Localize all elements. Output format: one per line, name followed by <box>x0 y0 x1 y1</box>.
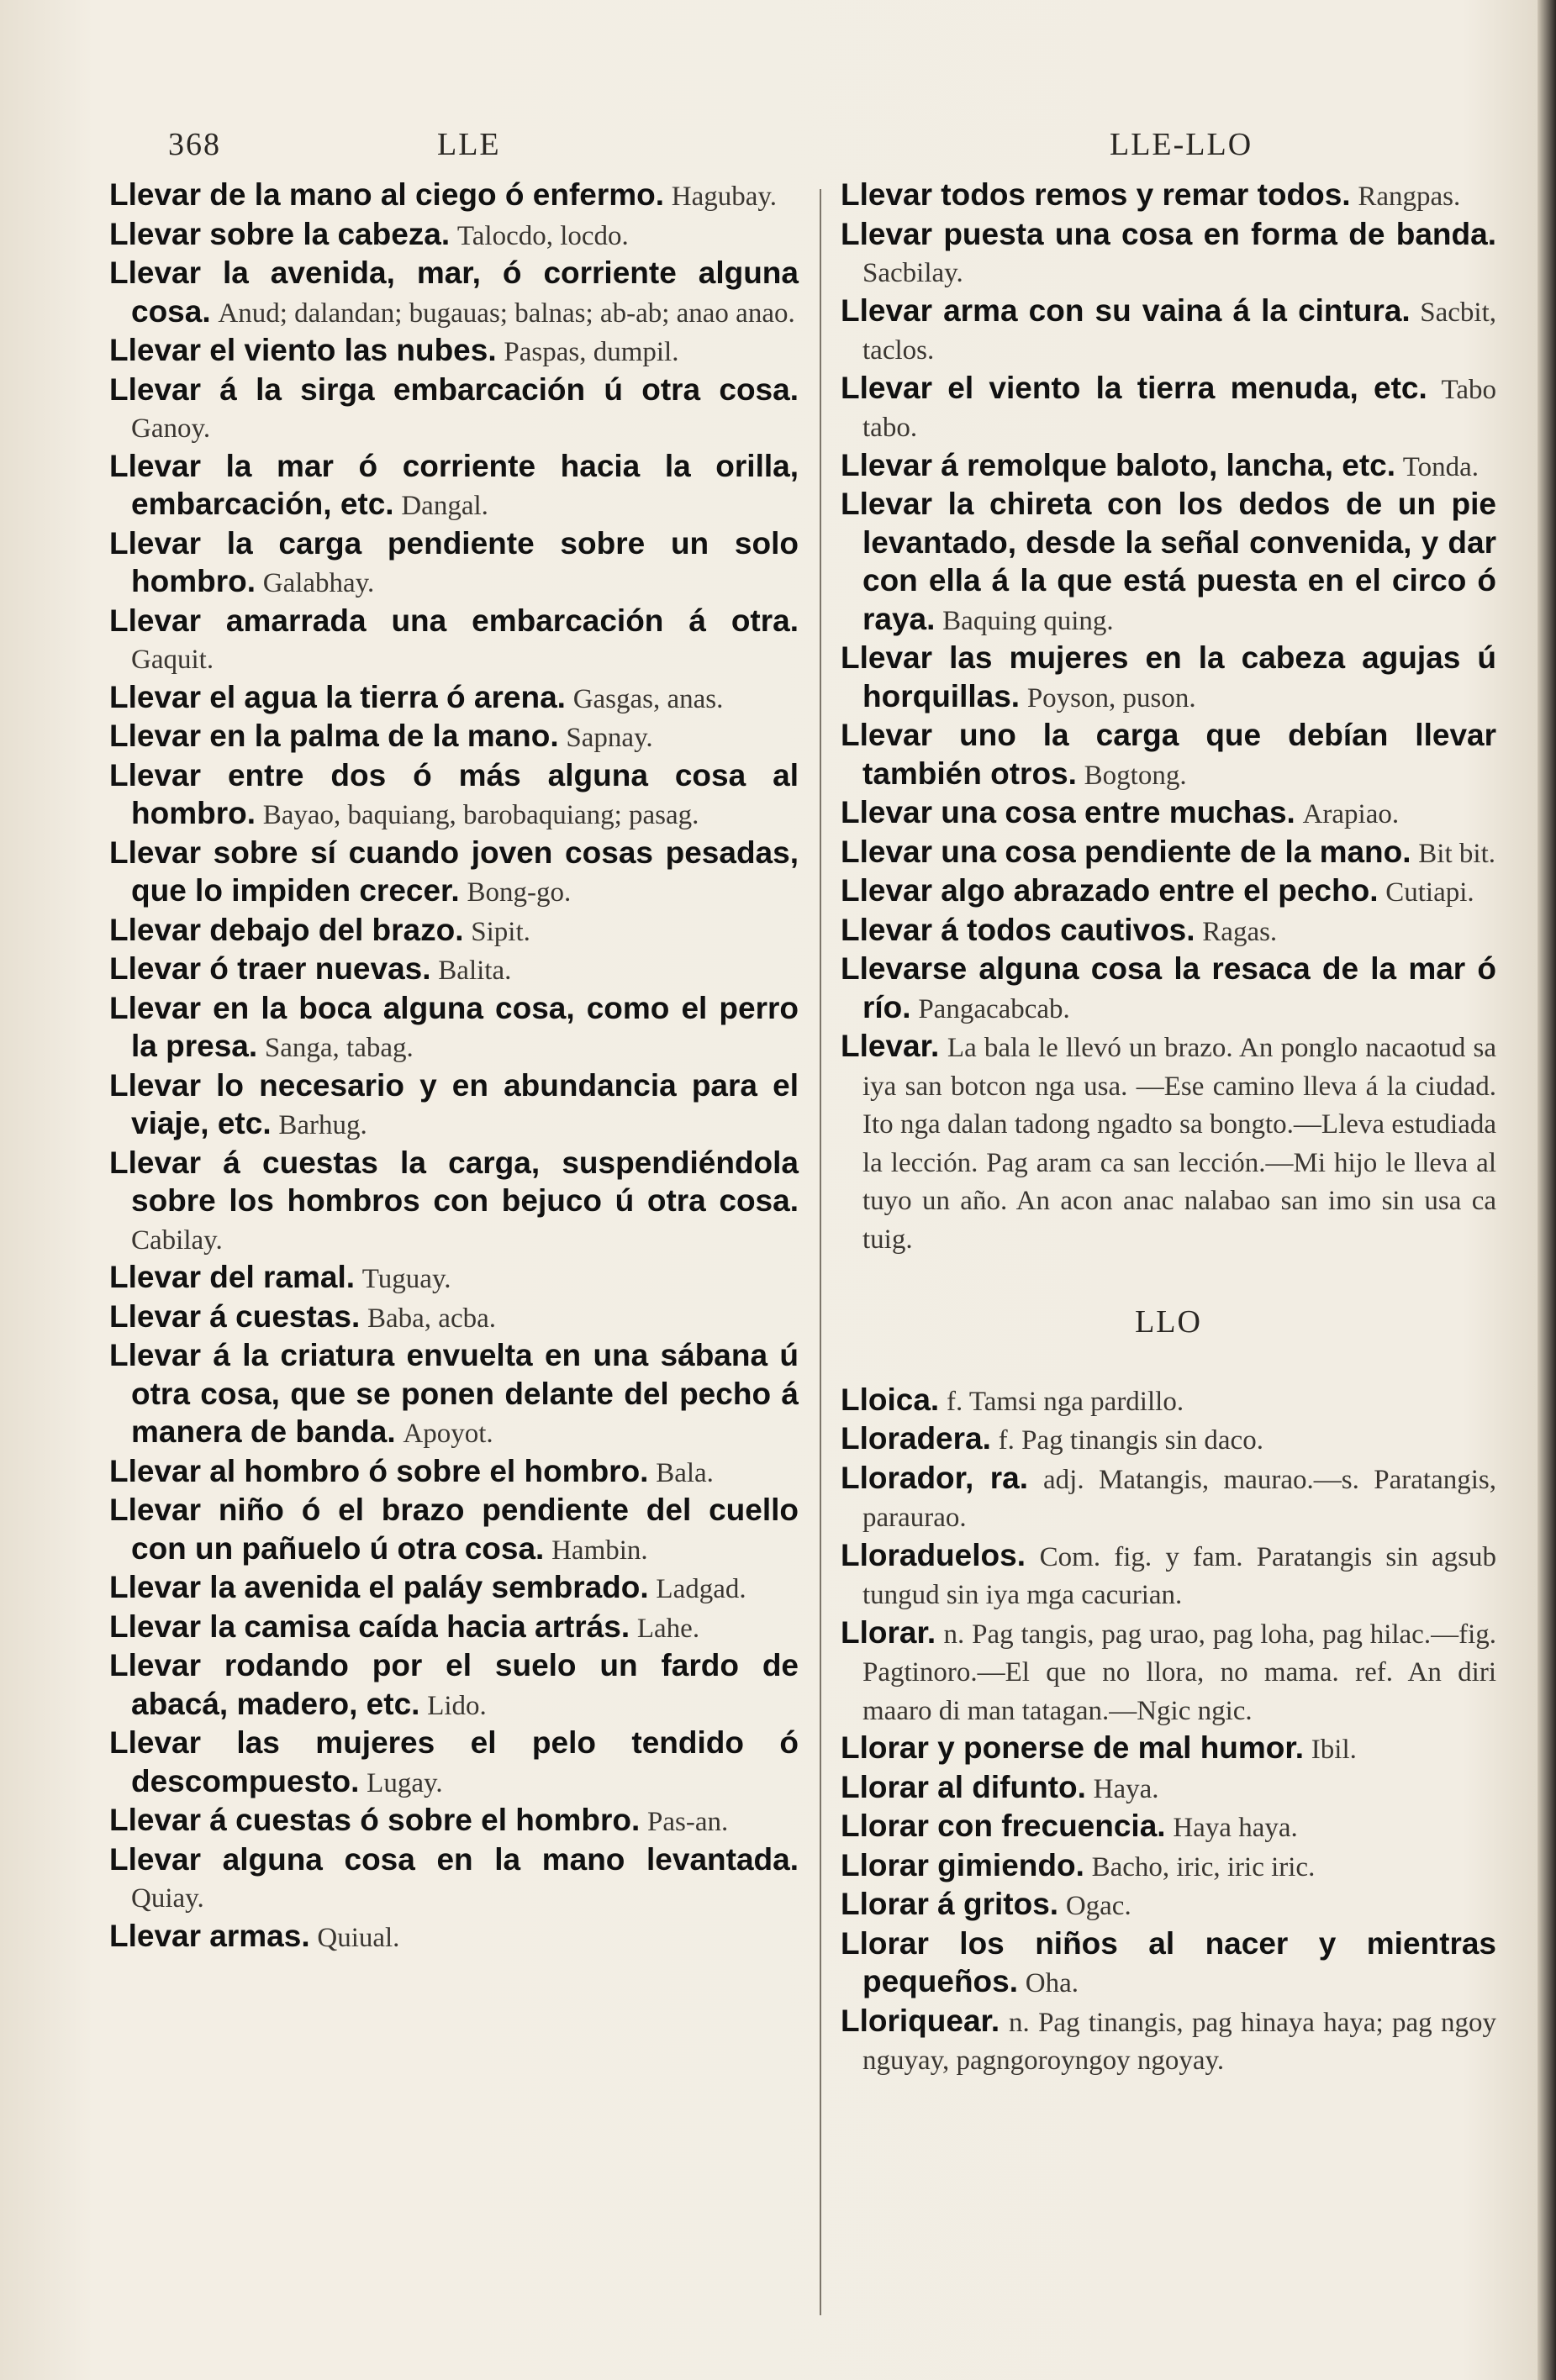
dictionary-entry <box>109 990 799 1067</box>
entry-headword: Llevar la carga pendiente sobre un solo hombro. <box>109 525 799 598</box>
entry-headword: Llorar los niños al nacer y mientras pequeños. <box>841 1925 1496 1998</box>
dictionary-entry <box>109 718 799 757</box>
dictionary-entry <box>841 1808 1496 1847</box>
left-column <box>109 176 799 1956</box>
entry-definition: Ganoy. <box>131 413 211 444</box>
entry-headword: Llorar gimiendo. <box>841 1847 1084 1882</box>
dictionary-entry <box>109 1298 799 1338</box>
entry-definition: Gasgas, anas. <box>572 683 724 714</box>
dictionary-entry <box>841 950 1496 1028</box>
entry-definition: f. Pag tinangis sin daco. <box>998 1425 1263 1456</box>
entry-headword: Llevar arma con su vaina á la cintura. <box>841 292 1411 328</box>
book-spine-shadow <box>1538 0 1556 2380</box>
entry-headword: Llevar niño ó el brazo pendiente del cuello con un pañuelo ú otra cosa. <box>109 1493 799 1566</box>
dictionary-entry <box>841 1028 1496 1258</box>
entry-headword: Llevar de la mano al ciego ó enfermo. <box>109 177 665 212</box>
entry-definition: n. Pag tinangis, pag hinaya haya; pag ngoy nguyay, pagngoroyngoy ngoyay. <box>862 2007 1496 2076</box>
entry-headword: Llorar. <box>841 1614 936 1650</box>
entry-headword: Llorar á gritos. <box>841 1887 1059 1921</box>
entry-headword: Lloriquear. <box>841 2003 1000 2038</box>
entry-definition: Talocdo, locdo. <box>456 220 629 251</box>
dictionary-entry <box>109 1145 799 1260</box>
entry-definition: Quiay. <box>131 1883 204 1914</box>
entry-definition: Quiual. <box>317 1922 400 1953</box>
right-column <box>841 176 1496 2080</box>
dictionary-entry <box>109 603 799 679</box>
dictionary-entry <box>841 176 1496 216</box>
entry-definition: Com. fig. y fam. Paratangis sin agsub tungud sin iya mga cacurian. <box>862 1541 1497 1610</box>
dictionary-entry <box>841 216 1496 292</box>
entry-definition: Bong-go. <box>467 877 572 908</box>
entry-headword: Llorar al difunto. <box>841 1769 1086 1804</box>
dictionary-entry <box>109 176 799 216</box>
entry-definition: Bogtong. <box>1084 760 1187 791</box>
entry-headword: Llevar á todos cautivos. <box>841 912 1195 947</box>
dictionary-entry <box>109 679 799 719</box>
entry-definition: Balita. <box>438 956 512 986</box>
dictionary-entry <box>109 525 799 603</box>
entry-headword: Llevar la avenida el paláy sembrado. <box>109 1570 649 1604</box>
entry-definition: Oha. <box>1025 1968 1079 1998</box>
entry-headword: Llevar las mujeres en la cabeza agujas ú horquillas. <box>841 640 1496 713</box>
entry-headword: Llevar á la sirga embarcación ú otra cosa. <box>109 371 799 407</box>
dictionary-entry <box>841 486 1496 640</box>
entry-definition: Sacbilay. <box>862 258 963 288</box>
entry-headword: Llevar ó traer nuevas. <box>109 951 431 986</box>
right-running-head: LLE-LLO <box>1110 127 1253 162</box>
entry-definition: Cutiapi. <box>1385 877 1474 908</box>
dictionary-entry <box>109 332 799 371</box>
entry-definition: Sanga, tabag. <box>264 1033 414 1063</box>
dictionary-entry <box>109 448 799 525</box>
entry-definition: Lugay. <box>367 1767 443 1798</box>
entry-headword: Lloica. <box>841 1382 940 1417</box>
llevar-continued-entries <box>841 176 1496 1258</box>
entry-headword: Llevar sobre la cabeza. <box>109 216 451 251</box>
entry-headword: Llevar el viento la tierra menuda, etc. <box>841 370 1427 405</box>
dictionary-entry <box>109 1841 799 1918</box>
entry-headword: Llevar una cosa entre muchas. <box>841 795 1295 829</box>
entry-definition: Bacho, iric, iric iric. <box>1091 1851 1316 1882</box>
entry-headword: Llevar debajo del brazo. <box>109 912 464 947</box>
dictionary-entry <box>109 1067 799 1145</box>
entry-definition: Baquing quing. <box>942 605 1114 636</box>
entry-headword: Llevar á cuestas ó sobre el hombro. <box>109 1803 641 1837</box>
entry-definition: Sipit. <box>471 916 530 947</box>
entry-definition: Ibil. <box>1311 1735 1357 1765</box>
entry-definition: Hagubay. <box>671 182 778 212</box>
entry-definition: Barhug. <box>278 1110 367 1140</box>
dictionary-entry <box>109 216 799 255</box>
entry-definition: La bala le llevó un brazo. An ponglo nacaotud sa iya san botcon nga usa. —Ese camino lleva á la ciudad. Ito nga dalan tadong ngadto sa bongto.—Lleva estudiada la lección. Pag aram ca san lección.—Mi hijo le lleva al tuyo un año. An acon anac nalabao san imo sin usa ca tuig. <box>862 1033 1496 1255</box>
entry-definition: Baba, acba. <box>367 1303 496 1334</box>
section-title-llo: LLO <box>1135 1304 1202 1340</box>
entry-definition: Tonda. <box>1402 451 1480 482</box>
entry-headword: Llevar lo necesario y en abundancia para el viaje, etc. <box>109 1067 799 1140</box>
dictionary-entry <box>841 1382 1496 1421</box>
entry-headword: Llevar en la boca alguna cosa, como el perro la presa. <box>109 990 799 1063</box>
dictionary-entry <box>841 1925 1496 2003</box>
entry-headword: Llevar entre dos ó más alguna cosa al hombro. <box>109 757 799 830</box>
dictionary-entry <box>841 370 1496 447</box>
entry-headword: Llevar del ramal. <box>109 1260 356 1294</box>
entry-headword: Lloraduelos. <box>841 1537 1026 1572</box>
entry-definition: Ogac. <box>1065 1891 1131 1921</box>
entry-definition: f. Tamsi nga pardillo. <box>946 1386 1184 1417</box>
dictionary-entry <box>841 912 1496 951</box>
entry-headword: Llevar armas. <box>109 1918 310 1953</box>
entry-definition: Anud; dalandan; bugauas; balnas; ab-ab; anao anao. <box>218 298 795 329</box>
entry-definition: Poyson, puson. <box>1026 682 1196 713</box>
entry-definition: Bala. <box>656 1457 714 1488</box>
left-running-head: LLE <box>437 127 501 162</box>
dictionary-entry <box>109 1569 799 1609</box>
entry-definition: Sacbit, taclos. <box>862 297 1496 366</box>
entry-headword: Llorar con frecuencia. <box>841 1809 1166 1843</box>
dictionary-entry <box>841 872 1496 912</box>
entry-definition: Galabhay. <box>262 568 375 598</box>
dictionary-entry <box>109 950 799 990</box>
column-divider <box>820 189 821 2315</box>
dictionary-entry <box>109 371 799 448</box>
dictionary-entry <box>109 1609 799 1648</box>
dictionary-entry <box>841 717 1496 794</box>
entry-headword: Llevar la camisa caída hacia artrás. <box>109 1609 630 1644</box>
dictionary-entry <box>109 1724 799 1802</box>
dictionary-entry <box>841 1847 1496 1887</box>
dictionary-entry <box>841 1886 1496 1925</box>
entry-headword: Llevarse alguna cosa la resaca de la mar ó río. <box>841 951 1496 1024</box>
page-number: 368 <box>168 127 221 162</box>
entry-headword: Llorador, ra. <box>841 1460 1029 1495</box>
entry-headword: Llevar á remolque baloto, lancha, etc. <box>841 447 1396 482</box>
dictionary-entry <box>109 1453 799 1493</box>
entry-definition: Sapnay. <box>566 723 653 753</box>
entry-headword: Llevar alguna cosa en la mano levantada. <box>109 1841 799 1877</box>
entry-headword: Llevar rodando por el suelo un fardo de abacá, madero, etc. <box>109 1648 799 1721</box>
entry-definition: Tuguay. <box>361 1264 451 1294</box>
dictionary-entry <box>109 255 799 332</box>
llo-entries <box>841 1382 1496 2080</box>
entry-headword: Llevar amarrada una embarcación á otra. <box>109 603 799 638</box>
entry-headword: Llevar la mar ó corriente hacia la orilla, embarcación, etc. <box>109 448 799 521</box>
entry-definition: Lido. <box>427 1690 487 1721</box>
entry-definition: Haya haya. <box>1173 1813 1298 1843</box>
entry-headword: Llevar á cuestas la carga, suspendiéndola sobre los hombros con bejuco ú otra cosa. <box>109 1145 799 1218</box>
dictionary-entry <box>109 835 799 912</box>
dictionary-entry <box>109 912 799 951</box>
entry-definition: Haya. <box>1093 1773 1159 1804</box>
entry-headword: Llevar una cosa pendiente de la mano. <box>841 834 1411 869</box>
entry-headword: Llevar puesta una cosa en forma de banda. <box>841 216 1496 251</box>
entry-definition: Bayao, baquiang, barobaquiang; pasag. <box>262 800 699 830</box>
entry-headword: Llevar uno la carga que debían llevar también otros. <box>841 718 1496 791</box>
dictionary-entry <box>109 1492 799 1569</box>
entry-headword: Llevar á la criatura envuelta en una sábana ú otra cosa, que se ponen delante del pecho á manera de banda. <box>109 1338 799 1449</box>
entry-definition: Lahe. <box>636 1613 700 1644</box>
entry-definition: Bit bit. <box>1418 838 1495 869</box>
dictionary-entry <box>841 834 1496 873</box>
entry-headword: Lloradera. <box>841 1421 991 1456</box>
entry-definition: Cabilay. <box>131 1224 223 1256</box>
dictionary-entry <box>109 1918 799 1957</box>
entry-headword: Llevar al hombro ó sobre el hombro. <box>109 1453 649 1488</box>
entry-definition: Dangal. <box>401 491 488 521</box>
entry-headword: Llevar el agua la tierra ó arena. <box>109 679 566 714</box>
entry-headword: Llevar algo abrazado entre el pecho. <box>841 873 1379 908</box>
entry-definition: Ragas. <box>1202 916 1278 947</box>
dictionary-entry <box>841 447 1496 487</box>
dictionary-entry <box>841 1420 1496 1460</box>
dictionary-entry <box>109 1259 799 1298</box>
dictionary-entry <box>109 1647 799 1724</box>
entry-definition: Apoyot. <box>403 1419 493 1449</box>
entry-definition: Tabo tabo. <box>862 374 1497 443</box>
entry-definition: n. Pag tangis, pag urao, pag loha, pag hilac.—fig. Pagtinoro.—El que no llora, no mama. ref. An diri maaro di man tatagan.—Ngic ngic. <box>862 1619 1496 1726</box>
dictionary-entry <box>841 640 1496 717</box>
entry-definition: Gaquit. <box>131 645 214 675</box>
entry-headword: Llevar las mujeres el pelo tendido ó descompuesto. <box>109 1725 799 1798</box>
entry-headword: Llevar la chireta con los dedos de un pie levantado, desde la señal convenida, y dar con ella á la que está puesta en el circo ó raya. <box>841 487 1496 636</box>
entry-definition: Pangacabcab. <box>918 993 1070 1024</box>
dictionary-entry <box>109 757 799 835</box>
entry-headword: Llevar sobre sí cuando joven cosas pesadas, que lo impiden crecer. <box>109 835 799 908</box>
entry-definition: Hambin. <box>551 1535 648 1566</box>
entry-definition: Ladgad. <box>656 1574 746 1604</box>
entry-definition: Pas-an. <box>647 1807 729 1837</box>
dictionary-entry <box>841 2003 1496 2080</box>
entry-headword: Llevar la avenida, mar, ó corriente alguna cosa. <box>109 255 799 329</box>
dictionary-entry <box>841 794 1496 834</box>
entry-definition: adj. Matangis, maurao.—s. Paratangis, paraurao. <box>862 1464 1496 1533</box>
entry-headword: Llevar el viento las nubes. <box>109 333 497 367</box>
dictionary-entry <box>841 1769 1496 1809</box>
entry-definition: Paspas, dumpil. <box>504 337 679 367</box>
entry-definition: Arapiao. <box>1302 799 1400 829</box>
dictionary-entry <box>109 1337 799 1453</box>
entry-headword: Llevar todos remos y remar todos. <box>841 177 1351 212</box>
dictionary-entry <box>841 1730 1496 1769</box>
dictionary-entry <box>109 1802 799 1841</box>
entry-headword: Llevar. <box>841 1029 940 1063</box>
dictionary-entry <box>841 1537 1496 1614</box>
entry-headword: Llevar á cuestas. <box>109 1298 361 1334</box>
dictionary-entry <box>841 1460 1496 1537</box>
entry-headword: Llevar en la palma de la mano. <box>109 719 559 753</box>
entry-headword: Llorar y ponerse de mal humor. <box>841 1730 1305 1765</box>
dictionary-entry <box>841 1614 1496 1730</box>
entry-definition: Rangpas. <box>1358 182 1461 212</box>
dictionary-entry <box>841 292 1496 370</box>
